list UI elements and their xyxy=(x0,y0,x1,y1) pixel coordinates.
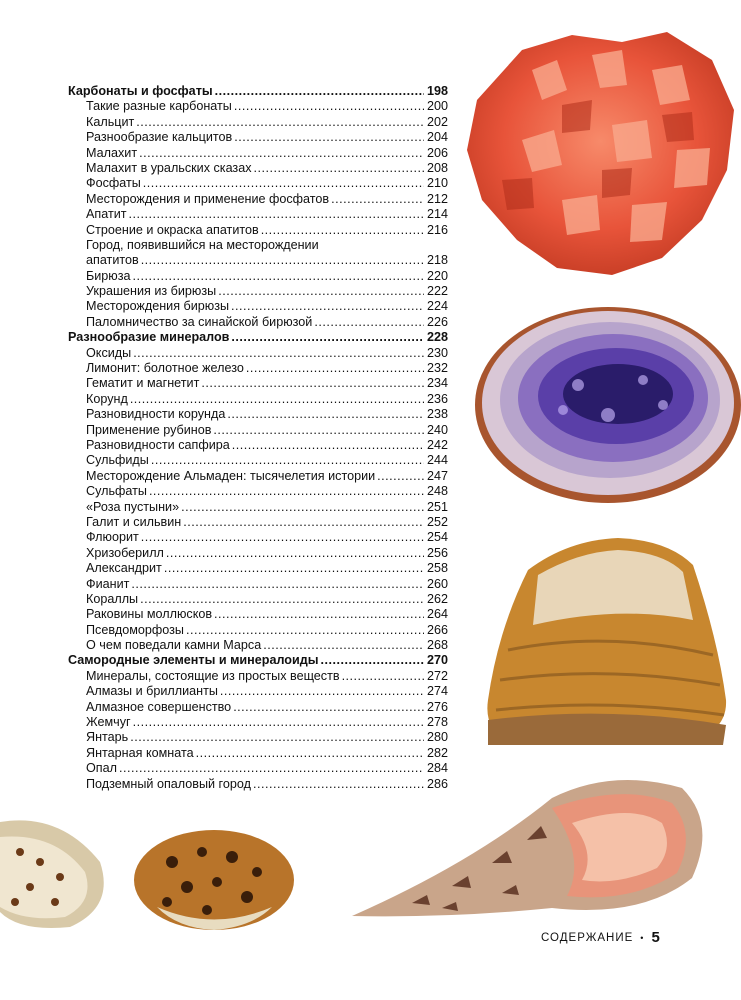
toc-entry-page: 264 xyxy=(426,607,448,622)
toc-entry-page: 286 xyxy=(426,776,448,791)
table-of-contents xyxy=(68,84,448,792)
toc-dot-leader xyxy=(133,346,424,361)
toc-dot-leader xyxy=(227,407,424,422)
toc-entry-title: апатитов xyxy=(86,253,139,268)
toc-entry[interactable] xyxy=(68,361,448,376)
toc-dot-leader xyxy=(140,592,424,607)
toc-entry[interactable] xyxy=(68,146,448,161)
toc-dot-leader xyxy=(218,284,424,299)
toc-entry[interactable] xyxy=(68,253,448,268)
toc-entry[interactable] xyxy=(68,176,448,191)
toc-entry[interactable] xyxy=(68,115,448,130)
toc-entry[interactable] xyxy=(68,346,448,361)
toc-dot-leader xyxy=(186,623,424,638)
toc-entry-page: 240 xyxy=(426,422,448,437)
toc-entry-page: 218 xyxy=(426,253,448,268)
toc-entry-page: 274 xyxy=(426,684,448,699)
toc-entry-title: Минералы, состоящие из простых веществ xyxy=(86,668,340,683)
toc-entry[interactable] xyxy=(68,623,448,638)
toc-entry-page: 204 xyxy=(426,130,448,145)
toc-dot-leader xyxy=(149,484,424,499)
toc-entry-page: 252 xyxy=(426,514,448,529)
toc-dot-leader xyxy=(136,115,424,130)
toc-entry-title: Бирюза xyxy=(86,268,131,283)
toc-entry-title: Применение рубинов xyxy=(86,422,212,437)
toc-entry-title: Такие разные карбонаты xyxy=(86,99,232,114)
page-footer xyxy=(541,929,660,946)
toc-entry-title: Месторождение Альмаден: тысячелетия истории xyxy=(86,468,376,483)
toc-entry[interactable] xyxy=(68,207,448,222)
toc-entry[interactable] xyxy=(68,484,448,499)
toc-dot-leader xyxy=(130,392,424,407)
toc-entry-page: 214 xyxy=(426,207,448,222)
toc-entry[interactable] xyxy=(68,407,448,422)
toc-entry-title: Украшения из бирюзы xyxy=(86,284,217,299)
toc-entry-page: 242 xyxy=(426,437,448,452)
toc-entry-page: 212 xyxy=(426,191,448,206)
toc-entry-title: Разнообразие минералов xyxy=(68,330,230,345)
toc-dot-leader xyxy=(377,469,424,484)
toc-entry-page: 256 xyxy=(426,545,448,560)
toc-entry[interactable] xyxy=(68,638,448,653)
toc-entry-title: Жемчуг xyxy=(86,715,131,730)
toc-entry-page: 236 xyxy=(426,391,448,406)
toc-dot-leader xyxy=(331,192,424,207)
toc-entry[interactable] xyxy=(68,469,448,484)
cowrie-shell-back-image xyxy=(132,822,297,932)
toc-entry[interactable] xyxy=(68,238,448,253)
toc-entry[interactable] xyxy=(68,315,448,330)
toc-entry-title: О чем поведали камни Марса xyxy=(86,638,262,653)
toc-dot-leader xyxy=(253,777,424,792)
toc-entry[interactable] xyxy=(68,299,448,314)
conch-shell-image xyxy=(352,768,712,928)
toc-entry[interactable] xyxy=(68,761,448,776)
toc-entry-title: Александрит xyxy=(86,561,162,576)
toc-entry-title: Строение и окраска апатитов xyxy=(86,222,259,237)
toc-entry-title: Лимонит: болотное железо xyxy=(86,361,244,376)
cowrie-shell-side-image xyxy=(0,812,115,932)
toc-entry[interactable] xyxy=(68,438,448,453)
page-number: 5 xyxy=(651,929,660,946)
toc-entry-page: 238 xyxy=(426,407,448,422)
toc-entry-page: 258 xyxy=(426,561,448,576)
toc-entry-title: Алмазное совершенство xyxy=(86,699,232,714)
toc-dot-leader xyxy=(196,746,424,761)
toc-dot-leader xyxy=(129,207,424,222)
footer-section-title: СОДЕРЖАНИЕ xyxy=(541,931,634,944)
toc-entry-page: 208 xyxy=(426,160,448,175)
toc-entry[interactable] xyxy=(68,423,448,438)
toc-entry-page: 232 xyxy=(426,361,448,376)
toc-dot-leader xyxy=(139,146,424,161)
toc-entry-page: 216 xyxy=(426,222,448,237)
toc-dot-leader xyxy=(141,253,424,268)
toc-entry-title: Подземный опаловый город xyxy=(86,776,251,791)
toc-entry-title: Флюорит xyxy=(86,530,139,545)
toc-entry[interactable] xyxy=(68,730,448,745)
toc-entry-title: Кальцит xyxy=(86,114,135,129)
toc-dot-leader xyxy=(181,500,424,515)
toc-entry[interactable] xyxy=(68,284,448,299)
toc-entry[interactable] xyxy=(68,223,448,238)
toc-entry[interactable] xyxy=(68,500,448,515)
toc-entry[interactable] xyxy=(68,546,448,561)
toc-entry-title: Галит и сильвин xyxy=(86,514,182,529)
toc-dot-leader xyxy=(151,453,424,468)
toc-entry-page: 266 xyxy=(426,622,448,637)
toc-entry-page: 280 xyxy=(426,730,448,745)
toc-dot-leader xyxy=(254,161,424,176)
toc-entry[interactable] xyxy=(68,192,448,207)
toc-dot-leader xyxy=(232,438,424,453)
toc-entry-page: 270 xyxy=(426,653,448,668)
toc-entry-title: Карбонаты и фосфаты xyxy=(68,84,213,98)
toc-entry-title: Фосфаты xyxy=(86,176,141,191)
toc-entry[interactable] xyxy=(68,669,448,684)
toc-entry-title: Месторождения бирюзы xyxy=(86,299,230,314)
toc-entry-title: Фианит xyxy=(86,576,130,591)
toc-entry-page: 224 xyxy=(426,299,448,314)
toc-entry[interactable] xyxy=(68,715,448,730)
toc-entry-title: «Роза пустыни» xyxy=(86,499,180,514)
toc-entry[interactable] xyxy=(68,684,448,699)
toc-section-heading[interactable] xyxy=(68,84,448,99)
toc-entry-page: 198 xyxy=(426,84,448,98)
toc-entry-title: Сульфиды xyxy=(86,453,149,468)
toc-entry-title: Янтарь xyxy=(86,730,129,745)
toc-entry-page: 272 xyxy=(426,668,448,683)
toc-dot-leader xyxy=(143,176,424,191)
toc-entry-page: 202 xyxy=(426,114,448,129)
toc-entry[interactable] xyxy=(68,530,448,545)
toc-dot-leader xyxy=(233,700,424,715)
toc-entry-page: 200 xyxy=(426,99,448,114)
toc-dot-leader xyxy=(234,99,424,114)
toc-entry[interactable] xyxy=(68,453,448,468)
toc-entry-page: 222 xyxy=(426,284,448,299)
toc-entry[interactable] xyxy=(68,777,448,792)
toc-entry-title: Разновидности сапфира xyxy=(86,437,230,452)
toc-entry-page: 228 xyxy=(426,330,448,345)
toc-dot-leader xyxy=(201,376,424,391)
toc-dot-leader xyxy=(314,315,424,330)
toc-dot-leader xyxy=(130,730,424,745)
toc-entry[interactable] xyxy=(68,592,448,607)
toc-entry-page: 226 xyxy=(426,314,448,329)
toc-entry-page: 276 xyxy=(426,699,448,714)
toc-dot-leader xyxy=(119,761,424,776)
toc-dot-leader xyxy=(342,669,424,684)
toc-entry-title: Малахит в уральских сказах xyxy=(86,160,252,175)
toc-entry-page: 244 xyxy=(426,453,448,468)
toc-dot-leader xyxy=(231,299,424,314)
toc-entry-title: Месторождения и применение фосфатов xyxy=(86,191,330,206)
toc-entry-title: Псевдоморфозы xyxy=(86,622,184,637)
toc-entry-page: 282 xyxy=(426,745,448,760)
toc-dot-leader xyxy=(213,423,424,438)
toc-dot-leader xyxy=(164,561,424,576)
toc-entry-page: 260 xyxy=(426,576,448,591)
toc-dot-leader xyxy=(320,653,424,668)
toc-dot-leader xyxy=(220,684,424,699)
toc-entry-title: Апатит xyxy=(86,207,127,222)
toc-entry-page: 248 xyxy=(426,484,448,499)
toc-entry-title: Сульфаты xyxy=(86,484,147,499)
toc-entry[interactable] xyxy=(68,700,448,715)
toc-entry-page: 278 xyxy=(426,715,448,730)
toc-dot-leader xyxy=(261,223,424,238)
toc-entry[interactable] xyxy=(68,99,448,114)
toc-entry[interactable] xyxy=(68,376,448,391)
amethyst-agate-geode-image xyxy=(468,300,741,515)
toc-entry-title: Раковины моллюсков xyxy=(86,607,213,622)
toc-entry-page: 247 xyxy=(426,468,448,483)
toc-entry-title: Самородные элементы и минералоиды xyxy=(68,653,319,668)
toc-entry-page: 230 xyxy=(426,345,448,360)
toc-dot-leader xyxy=(214,607,424,622)
toc-entry[interactable] xyxy=(68,577,448,592)
toc-entry-title: Город, появившийся на месторождении xyxy=(86,237,319,252)
aragonite-crystal-cluster-image xyxy=(462,30,741,280)
toc-entry-title: Малахит xyxy=(86,145,138,160)
toc-entry[interactable] xyxy=(68,130,448,145)
toc-entry-page: 234 xyxy=(426,376,448,391)
toc-entry-title: Хризоберилл xyxy=(86,545,164,560)
footer-bullet: • xyxy=(640,932,645,943)
toc-entry-page: 254 xyxy=(426,530,448,545)
toc-entry-title: Разновидности корунда xyxy=(86,407,226,422)
toc-entry-title: Опал xyxy=(86,761,117,776)
toc-dot-leader xyxy=(133,715,424,730)
toc-dot-leader xyxy=(231,330,424,345)
toc-dot-leader xyxy=(141,530,424,545)
toc-entry-page: 220 xyxy=(426,268,448,283)
toc-entry-title: Алмазы и бриллианты xyxy=(86,684,218,699)
toc-entry-title: Паломничество за синайской бирюзой xyxy=(86,314,313,329)
toc-dot-leader xyxy=(183,515,424,530)
toc-entry[interactable] xyxy=(68,392,448,407)
toc-entry[interactable] xyxy=(68,746,448,761)
toc-entry-page: 262 xyxy=(426,591,448,606)
toc-dot-leader xyxy=(133,269,424,284)
toc-entry-title: Гематит и магнетит xyxy=(86,376,200,391)
toc-dot-leader xyxy=(234,130,424,145)
toc-entry-title: Оксиды xyxy=(86,345,132,360)
toc-entry-page: 268 xyxy=(426,638,448,653)
toc-entry[interactable] xyxy=(68,607,448,622)
toc-entry-page: 284 xyxy=(426,761,448,776)
toc-entry[interactable] xyxy=(68,161,448,176)
toc-dot-leader xyxy=(263,638,424,653)
toc-section-heading[interactable] xyxy=(68,330,448,345)
toc-section-heading[interactable] xyxy=(68,653,448,668)
toc-entry[interactable] xyxy=(68,561,448,576)
toc-dot-leader xyxy=(246,361,424,376)
banded-calcite-rock-image xyxy=(478,530,733,755)
toc-entry-page: 206 xyxy=(426,145,448,160)
toc-dot-leader xyxy=(131,577,424,592)
toc-entry-page: 210 xyxy=(426,176,448,191)
toc-entry-title: Кораллы xyxy=(86,591,139,606)
toc-entry-title: Разнообразие кальцитов xyxy=(86,130,233,145)
toc-entry[interactable] xyxy=(68,515,448,530)
toc-entry-title: Янтарная комната xyxy=(86,745,194,760)
toc-dot-leader xyxy=(166,546,424,561)
toc-dot-leader xyxy=(215,84,424,99)
toc-entry-title: Корунд xyxy=(86,391,128,406)
toc-entry[interactable] xyxy=(68,269,448,284)
toc-entry-page: 251 xyxy=(426,499,448,514)
